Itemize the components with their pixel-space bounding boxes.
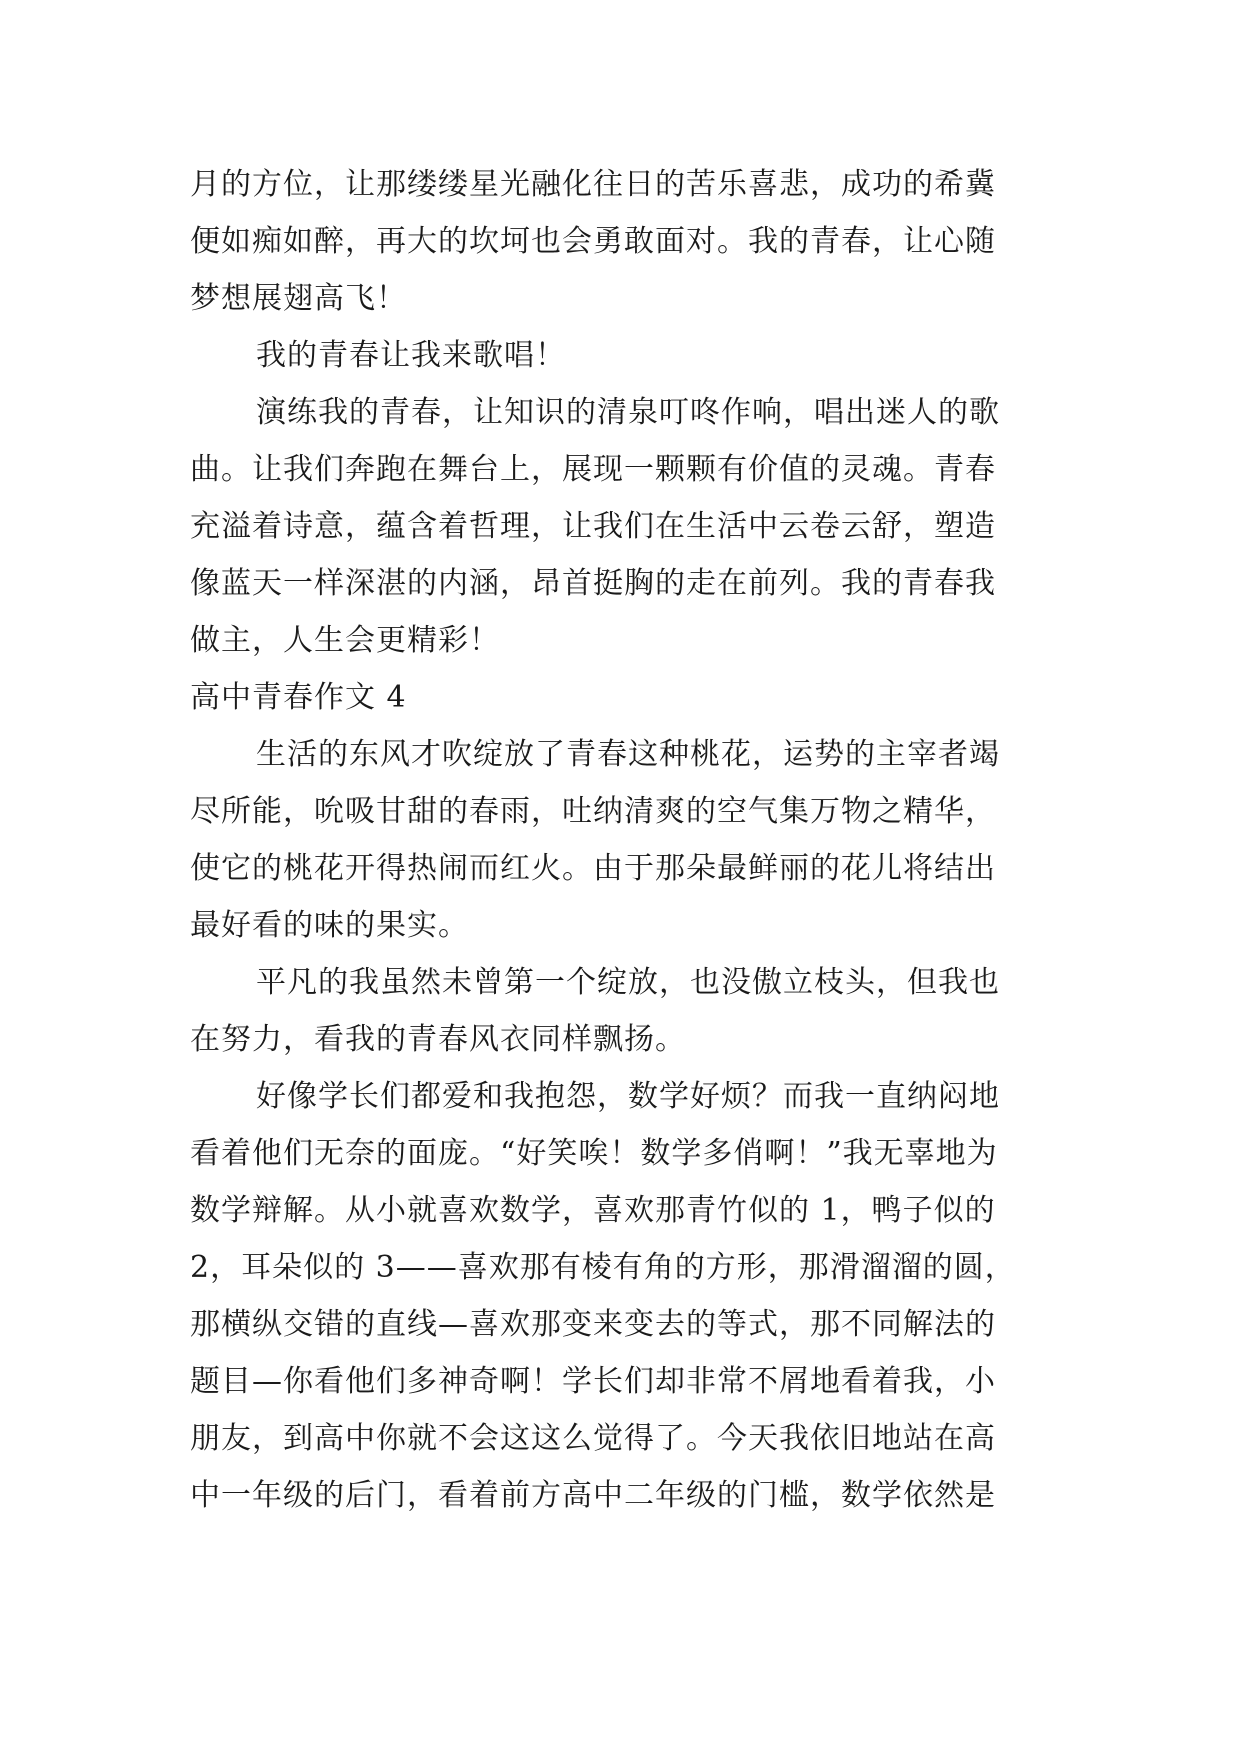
- text-line: 朋友，到高中你就不会这这么觉得了。今天我依旧地站在高: [190, 1421, 996, 1456]
- paragraph-start-line: 生活的东风才吹绽放了青春这种桃花，运势的主宰者竭: [256, 737, 1000, 772]
- text-line: 梦想展翅高飞！: [190, 281, 407, 316]
- paragraph-start-line: 好像学长们都爱和我抱怨，数学好烦？而我一直纳闷地: [256, 1079, 1000, 1114]
- text-line: 做主，人生会更精彩！: [190, 623, 500, 658]
- text-line: 2，耳朵似的 3——喜欢那有棱有角的方形，那滑溜溜的圆，: [190, 1250, 1016, 1285]
- text-line: 看着他们无奈的面庞。“好笑唉！数学多俏啊！”我无辜地为: [190, 1136, 998, 1171]
- section-heading: 高中青春作文 4: [190, 680, 407, 715]
- text-line: 题目—你看他们多神奇啊！学长们却非常不屑地看着我，小: [190, 1364, 996, 1399]
- paragraph-start-line: 演练我的青春，让知识的清泉叮咚作响，唱出迷人的歌: [256, 395, 1000, 430]
- paragraph-start-line: 我的青春让我来歌唱！: [256, 338, 566, 373]
- text-line: 曲。让我们奔跑在舞台上，展现一颗颗有价值的灵魂。青春: [190, 452, 996, 487]
- text-line: 那横纵交错的直线—喜欢那变来变去的等式，那不同解法的: [190, 1307, 996, 1342]
- text-line: 使它的桃花开得热闹而红火。由于那朵最鲜丽的花儿将结出: [190, 851, 996, 886]
- text-line: 尽所能，吮吸甘甜的春雨，吐纳清爽的空气集万物之精华，: [190, 794, 996, 829]
- text-line: 在努力，看我的青春风衣同样飘扬。: [190, 1022, 686, 1057]
- text-line: 最好看的味的果实。: [190, 908, 469, 943]
- text-line: 便如痴如醉，再大的坎坷也会勇敢面对。我的青春，让心随: [190, 224, 996, 259]
- text-line: 充溢着诗意，蕴含着哲理，让我们在生活中云卷云舒，塑造: [190, 509, 996, 544]
- text-line: 像蓝天一样深湛的内涵，昂首挺胸的走在前列。我的青春我: [190, 566, 996, 601]
- text-line: 中一年级的后门，看着前方高中二年级的门槛，数学依然是: [190, 1478, 996, 1513]
- text-line: 数学辩解。从小就喜欢数学，喜欢那青竹似的 1，鸭子似的: [190, 1193, 996, 1228]
- paragraph-start-line: 平凡的我虽然未曾第一个绽放，也没傲立枝头，但我也: [256, 965, 1000, 1000]
- text-line: 月的方位，让那缕缕星光融化往日的苦乐喜悲，成功的希冀: [190, 167, 996, 202]
